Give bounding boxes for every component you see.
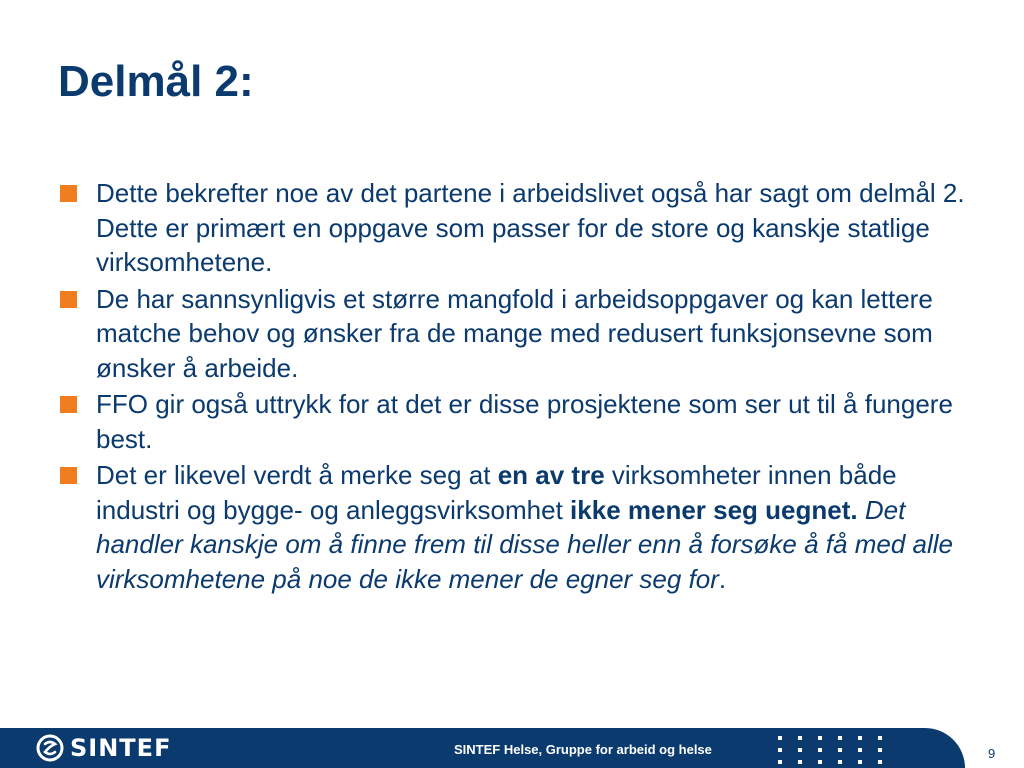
sintef-logo — [36, 734, 171, 762]
slide-title: Delmål 2: — [58, 57, 254, 106]
bullet-item — [58, 282, 978, 386]
page-number: 9 — [988, 746, 996, 761]
bullet-text-segment: . — [718, 563, 727, 594]
bullet-item — [58, 387, 978, 456]
bullet-text: De har sannsynligvis et større mangfold i arbeidsoppgaver og kan lettere matche behov og ønsker fra de mange med redusert funksjonsevne som ønsker å arbeide. — [96, 283, 933, 383]
bullet-item — [58, 176, 978, 280]
square-bullet-icon — [60, 467, 77, 484]
bullet-text-italic: Det handler kanskje om å finne frem til disse heller enn å forsøke å få med alle virksomhetene på noe de ikke mener de egner seg for — [96, 494, 953, 594]
bullet-text: Dette bekrefter noe av det partene i arbeidslivet også har sagt om delmål 2. Dette er primært en oppgave som passer for de store og kanskje statlige virksomhetene. — [96, 178, 965, 277]
footer-org-text: SINTEF Helse, Gruppe for arbeid og helse — [454, 742, 712, 757]
bullet-list — [58, 176, 978, 598]
dot-pattern-icon — [778, 734, 888, 764]
sintef-logo-icon — [36, 734, 64, 762]
bullet-text-segment: virksomheter innen både industri og bygge- og anleggsvirksomhet — [96, 460, 897, 525]
bullet-item — [58, 458, 978, 596]
bullet-text-segment: Det er likevel verdt å merke seg at — [96, 460, 498, 490]
bullet-text-bold: en av tre — [497, 460, 605, 490]
square-bullet-icon — [60, 185, 77, 202]
bullet-text: FFO gir også uttrykk for at det er disse prosjektene som ser ut til å fungere best. — [96, 389, 953, 454]
logo-text: SINTEF — [70, 734, 172, 762]
square-bullet-icon — [60, 396, 77, 413]
bullet-text-bold: ikke mener seg uegnet. — [570, 494, 858, 525]
footer — [0, 728, 1024, 768]
square-bullet-icon — [60, 291, 77, 308]
